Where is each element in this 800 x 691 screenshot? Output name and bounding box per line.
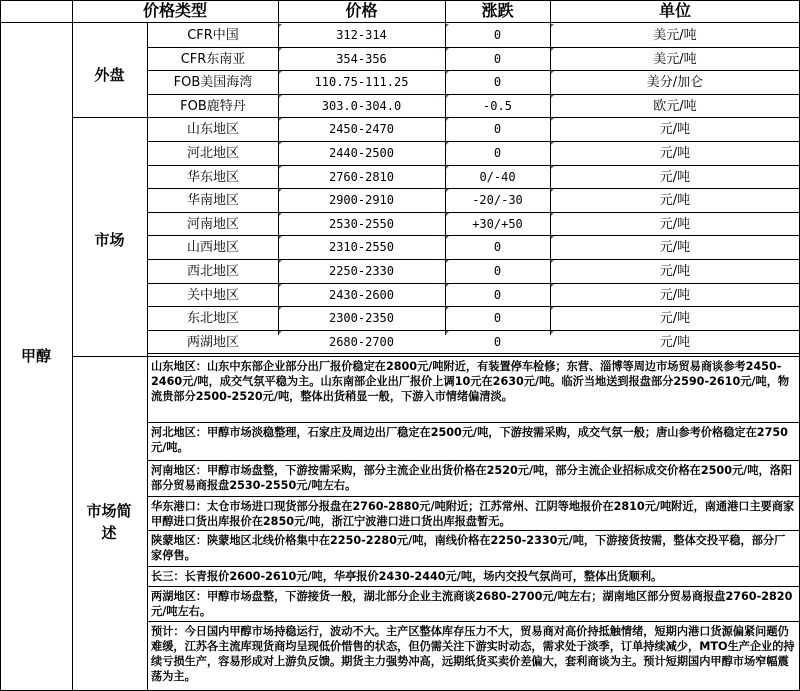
section-label-outer: 外盘: [94, 66, 125, 84]
cell-region: 关中地区: [186, 287, 239, 303]
grid-line: [147, 422, 800, 423]
cell-region: 西北地区: [186, 264, 239, 279]
cell-unit: 美元/吨: [653, 51, 697, 67]
cell-change: 0/-40: [479, 169, 516, 184]
cell-change: -20/-30: [472, 193, 523, 208]
cell-region: 华南地区: [186, 193, 239, 209]
header-price-type: 价格类型: [142, 1, 207, 20]
cell-unit: 元/吨: [659, 193, 691, 209]
cell-region: 山西地区: [186, 240, 239, 256]
summary-label: 市场简述: [86, 502, 132, 542]
cell-unit: 元/吨: [659, 122, 691, 138]
cell-change: 0: [493, 264, 502, 278]
commentary-two-lakes: 两湖地区：甲醇市场盘整，下游接货一般，湖北部分企业主流商谈2680-2700元/吨左右；湖南地区部分贸易商报盘2760-2820元/吨左右。: [151, 590, 793, 618]
cell-change: -0.5: [483, 98, 512, 113]
grid-line: [550, 0, 551, 335]
cell-change: 0: [493, 146, 502, 160]
grid-line: [147, 141, 800, 142]
grid-line: [147, 621, 800, 622]
cell-unit: 元/吨: [659, 146, 691, 161]
cell-region: CFR中国: [187, 28, 239, 43]
grid-line: [72, 0, 73, 691]
cell-unit: 元/吨: [659, 240, 691, 256]
grid-line: [0, 22, 800, 23]
cell-price: 2450-2470: [328, 122, 395, 137]
header-change: 涨跌: [481, 1, 514, 20]
grid-line: [72, 356, 148, 357]
cell-region: CFR东南亚: [180, 51, 246, 67]
cell-change: 0: [493, 287, 502, 302]
cell-price: 2250-2330: [328, 264, 395, 278]
grid-line: [147, 117, 800, 118]
cell-change: 0: [493, 28, 502, 42]
cell-change: 0: [493, 240, 502, 255]
cell-unit: 元/吨: [659, 169, 691, 185]
cell-region: 华东地区: [186, 169, 239, 185]
grid-line: [147, 70, 800, 71]
grid-line: [147, 353, 800, 354]
cell-price: 2440-2500: [328, 146, 395, 160]
cell-unit: 元/吨: [659, 311, 691, 327]
cell-change: +30/+50: [472, 216, 523, 231]
cell-unit: 元/吨: [659, 264, 691, 279]
cell-price: 2310-2550: [328, 240, 395, 255]
grid-line: [0, 0, 800, 1]
section-label-market: 市场: [94, 231, 125, 249]
grid-line: [147, 306, 800, 307]
cell-unit: 欧元/吨: [653, 98, 697, 114]
grid-line: [147, 259, 800, 260]
commentary-shaanxi-mongolia: 陕蒙地区：陕蒙地区北线价格集中在2250-2280元/吨，南线价格在2250-2330元/吨，下游接货按需，整体交投平稳，部分厂家停售。: [151, 534, 786, 562]
cell-region: 东北地区: [186, 311, 239, 327]
cell-unit: 元/吨: [659, 287, 691, 303]
cell-price: 312-314: [336, 28, 387, 42]
cell-price: 2300-2350: [328, 311, 395, 326]
grid-line: [147, 212, 800, 213]
grid-line: [147, 47, 800, 48]
cell-change: 0: [493, 334, 502, 349]
cell-region: 河北地区: [186, 146, 239, 161]
commentary-forecast: 预计：今日国内甲醇市场持稳运行，波动不大。主产区整体库存压力不大，贸易商对高价持抵触情绪，短期内港口货源偏紧问题仍难缓，江苏各主流库现货商均呈现低价惜售的状态，但仍需关注下游实时动态，需求处于淡季，订单持续减少，MTO生产企业的持续亏损生产，容易形成对上游负反馈。期货主力强势冲高，远期纸货买卖价差偏大，套利商谈为主。预计短期国内甲醇市场窄幅震荡为主。: [151, 625, 795, 683]
cell-price: 110.75-111.25: [314, 75, 409, 90]
cell-region: 山东地区: [186, 122, 239, 138]
commentary-east-china-port: 华东港口：太仓市场进口现货部分报盘在2760-2880元/吨附近；江苏常州、江阴等地报价在2810元/吨附近，南通港口主要商家甲醇进口货出库报价在2850元/吨，浙江宁波港口进口货出库报盘暂无。: [151, 500, 795, 528]
grid-line: [147, 283, 800, 284]
cell-unit: 元/吨: [659, 216, 691, 232]
grid-line: [147, 496, 800, 497]
commentary-hebei: 河北地区：甲醇市场淡稳整理，石家庄及周边出厂稳定在2500元/吨，下游按需采购，成交气氛一般；唐山参考价格稳定在2750元/吨。: [151, 426, 788, 454]
header-unit: 单位: [658, 1, 691, 20]
cell-change: 0: [493, 51, 502, 66]
grid-line: [147, 356, 800, 357]
grid-line: [147, 330, 800, 331]
cell-region: 河南地区: [186, 216, 239, 232]
cell-price: 2900-2910: [328, 193, 395, 208]
grid-line: [147, 188, 800, 189]
commentary-changqing: 长三：长青报价2600-2610元/吨，华亭报价2430-2440元/吨，场内交投气氛尚可，整体出货顺利。: [151, 570, 663, 583]
grid-line: [147, 530, 800, 531]
cell-region: FOB鹿特丹: [180, 98, 246, 114]
grid-line: [147, 460, 800, 461]
cell-region: FOB美国海湾: [173, 75, 253, 91]
grid-line: [278, 0, 279, 335]
commentary-henan: 河南地区：甲醇市场盘整，下游按需采购，部分主流企业出货价格在2520元/吨，部分主流企业招标成交价格在2500元/吨，洛阳部分贸易商报盘2530-2550元/吨左右。: [151, 464, 793, 492]
cell-unit: 美分/加仑: [646, 75, 704, 91]
cell-change: 0: [493, 122, 502, 137]
grid-line: [147, 586, 800, 587]
cell-change: 0: [493, 75, 502, 90]
cell-unit: 美元/吨: [653, 28, 697, 43]
cell-price: 2430-2600: [328, 287, 395, 302]
header-price: 价格: [345, 1, 378, 20]
cell-price: 2760-2810: [328, 169, 395, 184]
grid-line: [147, 235, 800, 236]
grid-line: [147, 94, 800, 95]
grid-line: [72, 117, 148, 118]
cell-change: 0: [493, 311, 502, 326]
commentary-shandong: 山东地区：山东中东部企业部分出厂报价稳定在2800元/吨附近，有装置停车检修；东营、淄博等周边市场贸易商谈参考2450-2460元/吨，成交气氛平稳为主。山东南部企业出厂报价上调10元在2630元/吨。临沂当地送到报盘部分2590-2610元/吨，物流贵部分2500-2520元/吨，整体出货稍显一般，下游入市情绪偏清淡。: [151, 360, 790, 403]
cell-region: 两湖地区: [186, 334, 239, 350]
cell-price: 2530-2550: [328, 216, 395, 231]
product-label: 甲醇: [20, 347, 51, 365]
cell-price: 303.0-304.0: [321, 98, 402, 113]
grid-line: [147, 165, 800, 166]
cell-unit: 元/吨: [659, 334, 691, 350]
grid-line: [445, 0, 446, 335]
cell-price: 2680-2700: [328, 334, 395, 349]
cell-price: 354-356: [336, 51, 387, 66]
grid-line: [0, 0, 1, 691]
grid-line: [147, 566, 800, 567]
